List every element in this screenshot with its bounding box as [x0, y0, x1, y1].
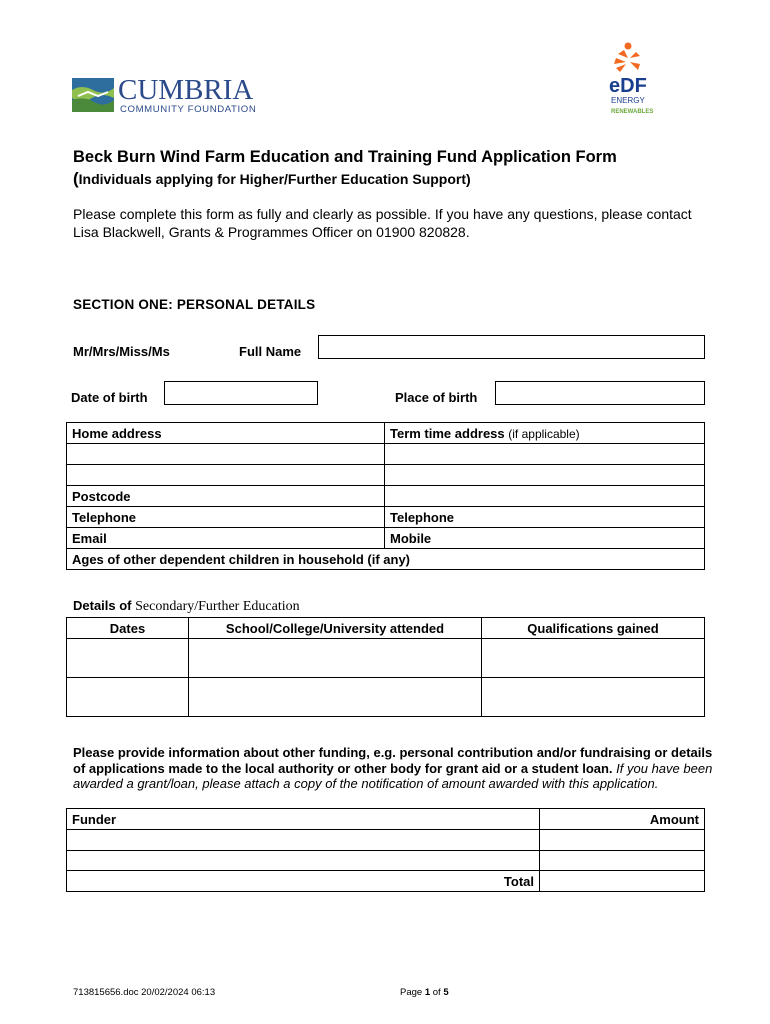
funder-row-1[interactable]	[67, 830, 540, 851]
home-address-label: Home address	[72, 425, 162, 441]
term-address-line-2[interactable]	[385, 465, 705, 486]
funder-row-2[interactable]	[67, 851, 540, 871]
intro-paragraph: Please complete this form as fully and clearly as possible. If you have any questions, please contact Lisa Blackwell, Grants & Programmes Officer on 01900 820828.	[73, 206, 692, 240]
postcode-label: Postcode	[72, 488, 131, 504]
date-of-birth-input[interactable]	[164, 381, 318, 405]
education-dates-row-2[interactable]	[67, 678, 189, 717]
page-current: 1	[424, 987, 431, 998]
edf-wordmark: eDF	[609, 75, 647, 97]
dependent-children-label: Ages of other dependent children in household (if any)	[72, 551, 411, 567]
education-heading	[73, 598, 300, 615]
edf-renewables-text: RENEWABLES	[611, 109, 654, 115]
subtitle-paren: (	[73, 169, 79, 188]
amount-row-2[interactable]	[540, 851, 705, 871]
total-label-cell: Total	[67, 871, 540, 892]
funding-instructions	[73, 745, 723, 792]
edf-energy-renewables-logo	[606, 40, 662, 118]
place-of-birth-label: Place of birth	[395, 390, 478, 405]
funding-table	[66, 808, 705, 892]
telephone-label: Telephone	[72, 509, 137, 525]
form-subtitle	[73, 169, 471, 189]
email-label: Email	[72, 530, 107, 546]
school-column-header: School/College/University attended	[189, 618, 482, 639]
home-address-header	[67, 423, 385, 444]
cumbria-community-foundation-logo	[72, 72, 284, 116]
education-qualifications-row-2[interactable]	[482, 678, 705, 717]
home-address-line-2[interactable]	[67, 465, 385, 486]
edf-energy-text: ENERGY	[611, 96, 645, 105]
education-qualifications-row-1[interactable]	[482, 639, 705, 678]
home-address-line-1[interactable]	[67, 444, 385, 465]
full-name-label: Full Name	[239, 344, 302, 359]
education-school-row-2[interactable]	[189, 678, 482, 717]
term-address-line-1[interactable]	[385, 444, 705, 465]
term-address-note: (if applicable)	[508, 426, 580, 441]
cumbria-tagline: COMMUNITY FOUNDATION	[120, 104, 257, 115]
section-one-heading: SECTION ONE: PERSONAL DETAILS	[73, 297, 316, 312]
telephone-cell[interactable]	[67, 507, 385, 528]
place-of-birth-input[interactable]	[495, 381, 705, 405]
full-name-input[interactable]	[318, 335, 705, 359]
education-table	[66, 617, 705, 717]
amount-row-1[interactable]	[540, 830, 705, 851]
term-telephone-cell[interactable]	[385, 507, 705, 528]
education-heading-rest: Secondary/Further Education	[135, 599, 300, 614]
email-cell[interactable]	[67, 528, 385, 549]
term-address-header	[385, 423, 705, 444]
document-reference: 713815656.doc 20/02/2024 06:13	[73, 987, 216, 998]
total-amount-cell[interactable]	[540, 871, 705, 892]
mobile-label: Mobile	[390, 530, 432, 546]
education-dates-row-1[interactable]	[67, 639, 189, 678]
qualifications-column-header: Qualifications gained	[482, 618, 705, 639]
page-indicator	[400, 987, 449, 998]
cumbria-wordmark: CUMBRIA	[118, 74, 254, 106]
page-total: 5	[443, 987, 449, 998]
page-of: of	[432, 987, 441, 998]
postcode-cell[interactable]	[67, 486, 385, 507]
form-title: Beck Burn Wind Farm Education and Training Fund Application Form	[73, 148, 617, 166]
education-school-row-1[interactable]	[189, 639, 482, 678]
funding-instructions-bold: Please provide information about other funding, e.g. personal contribution and/or fundraising or details of applications made to the local authority or other body for grant aid or a student loan.	[73, 745, 713, 776]
address-table	[66, 422, 705, 570]
dependent-children-cell[interactable]	[67, 549, 705, 570]
mobile-cell[interactable]	[385, 528, 705, 549]
title-label: Mr/Mrs/Miss/Ms	[73, 344, 170, 359]
dates-column-header: Dates	[67, 618, 189, 639]
term-address-label: Term time address	[390, 425, 505, 441]
term-address-line-3[interactable]	[385, 486, 705, 507]
funder-column-header: Funder	[67, 809, 540, 830]
education-heading-bold: Details of	[73, 598, 132, 613]
date-of-birth-label: Date of birth	[71, 390, 148, 405]
term-telephone-label: Telephone	[390, 509, 455, 525]
funding-instructions-italic: If you have been awarded a grant/loan, please attach a copy of the notification of amount awarded with this application.	[73, 760, 713, 791]
amount-column-header: Amount	[540, 809, 705, 830]
page-word: Page	[400, 987, 423, 998]
subtitle-text: Individuals applying for Higher/Further Education Support)	[78, 171, 471, 187]
